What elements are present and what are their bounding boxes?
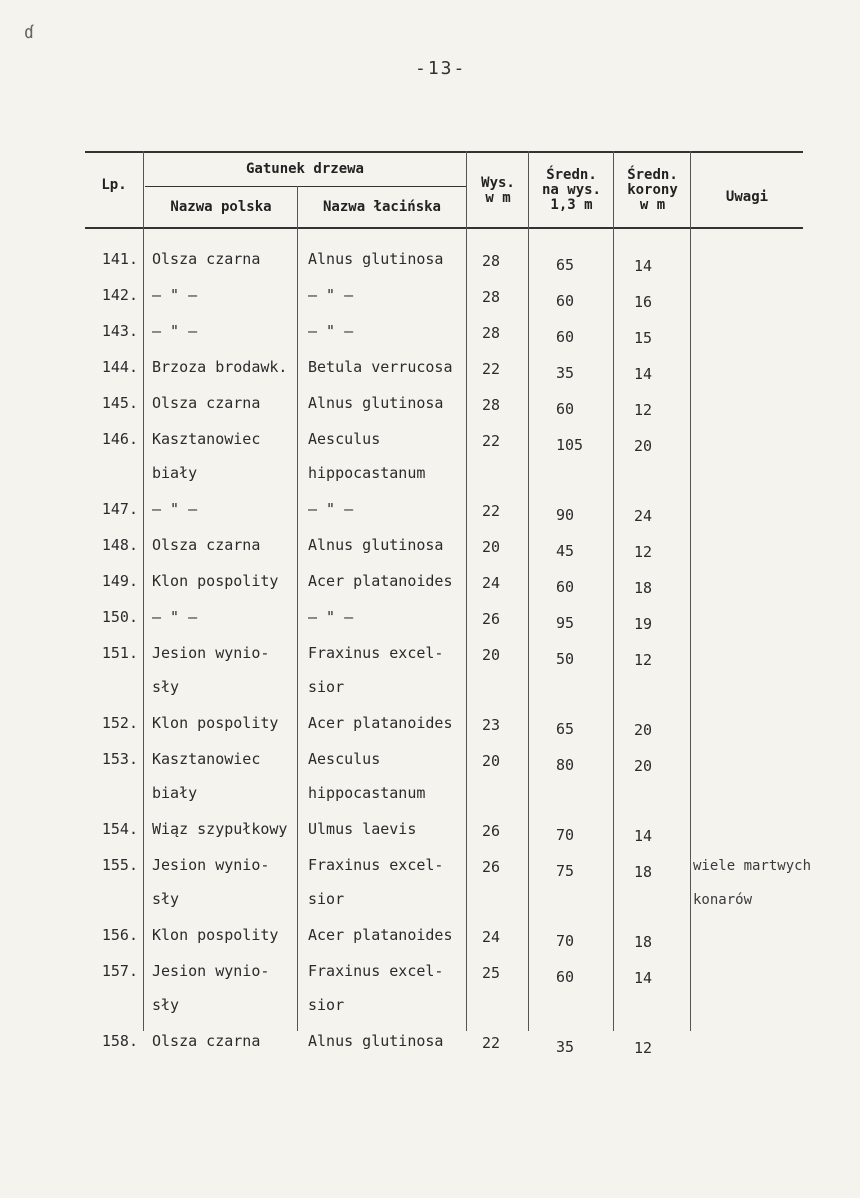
row-latin-name: Fraxinus excel-: [308, 856, 444, 874]
row-lp: 150.: [101, 608, 138, 626]
row-height: 22: [482, 360, 501, 378]
row-lp: 155.: [101, 856, 138, 874]
row-diameter: 80: [556, 756, 575, 774]
row-lp: 157.: [101, 962, 138, 980]
row-lp: 153.: [101, 750, 138, 768]
row-crown: 12: [634, 543, 653, 561]
header-crown-line: Średn.: [627, 167, 678, 183]
row-crown: 12: [634, 651, 653, 669]
page-number: -13-: [415, 58, 467, 79]
row-latin-name: Ulmus laevis: [308, 820, 417, 838]
row-polish-name: Olsza czarna: [152, 394, 261, 412]
header-bottom-rule: [85, 227, 803, 229]
row-latin-name: Acer platanoides: [308, 572, 453, 590]
header-height: [468, 176, 528, 206]
row-diameter: 75: [556, 862, 575, 880]
row-polish-name: Olsza czarna: [152, 1032, 261, 1050]
header-crown: [615, 168, 690, 213]
row-remarks: konarów: [693, 892, 753, 908]
row-height: 20: [482, 752, 501, 770]
header-diameter: [530, 168, 613, 213]
row-height: 25: [482, 964, 501, 982]
row-latin-name: Alnus glutinosa: [308, 394, 444, 412]
col-divider-crown: [690, 151, 691, 1031]
row-lp: 143.: [101, 322, 138, 340]
row-latin-name: Betula verrucosa: [308, 358, 453, 376]
col-divider-height: [528, 151, 529, 1031]
row-diameter: 65: [556, 720, 575, 738]
row-polish-name: Kasztanowiec: [152, 750, 261, 768]
row-lp: 151.: [101, 644, 138, 662]
row-crown: 14: [634, 827, 653, 845]
row-latin-name: sior: [308, 678, 345, 696]
row-height: 26: [482, 822, 501, 840]
row-latin-name: Alnus glutinosa: [308, 250, 444, 268]
header-remarks: Uwagi: [725, 189, 769, 205]
row-crown: 19: [634, 615, 653, 633]
row-height: 26: [482, 610, 501, 628]
row-crown: 20: [634, 757, 653, 775]
row-latin-name: Alnus glutinosa: [308, 536, 444, 554]
row-diameter: 70: [556, 932, 575, 950]
row-crown: 12: [634, 1039, 653, 1057]
row-height: 23: [482, 716, 501, 734]
row-latin-name: Fraxinus excel-: [308, 962, 444, 980]
group-header-rule: [145, 186, 467, 187]
row-diameter: 35: [556, 1038, 575, 1056]
header-diameter-line: na wys.: [541, 182, 601, 198]
row-polish-name: Brzoza brodawk.: [152, 358, 288, 376]
row-latin-name: Acer platanoides: [308, 714, 453, 732]
row-diameter: 60: [556, 400, 575, 418]
row-diameter: 60: [556, 328, 575, 346]
row-lp: 145.: [101, 394, 138, 412]
header-species-group: Gatunek drzewa: [245, 161, 364, 177]
row-latin-name: – " –: [308, 500, 354, 518]
row-crown: 20: [634, 721, 653, 739]
row-height: 28: [482, 252, 501, 270]
header-lp: Lp.: [101, 177, 127, 193]
row-height: 26: [482, 858, 501, 876]
row-diameter: 60: [556, 292, 575, 310]
row-polish-name: Wiąz szypułkowy: [152, 820, 288, 838]
row-polish-name: biały: [152, 784, 198, 802]
row-polish-name: – " –: [152, 608, 198, 626]
col-divider-polish: [297, 186, 298, 1031]
row-height: 20: [482, 646, 501, 664]
row-polish-name: Klon pospolity: [152, 714, 279, 732]
row-crown: 12: [634, 401, 653, 419]
row-crown: 18: [634, 933, 653, 951]
row-crown: 14: [634, 969, 653, 987]
row-latin-name: Fraxinus excel-: [308, 644, 444, 662]
row-lp: 146.: [101, 430, 138, 448]
row-polish-name: Kasztanowiec: [152, 430, 261, 448]
row-polish-name: biały: [152, 464, 198, 482]
row-diameter: 95: [556, 614, 575, 632]
row-latin-name: hippocastanum: [308, 784, 426, 802]
row-latin-name: hippocastanum: [308, 464, 426, 482]
row-height: 22: [482, 502, 501, 520]
col-divider-latin: [466, 151, 467, 1031]
row-diameter: 90: [556, 506, 575, 524]
row-latin-name: Aesculus: [308, 430, 381, 448]
row-diameter: 105: [556, 436, 584, 454]
row-polish-name: Klon pospolity: [152, 926, 279, 944]
header-height-line: w m: [485, 190, 511, 206]
row-polish-name: sły: [152, 678, 180, 696]
row-polish-name: sły: [152, 996, 180, 1014]
row-lp: 142.: [101, 286, 138, 304]
row-remarks: wiele martwych: [693, 858, 812, 874]
row-polish-name: Klon pospolity: [152, 572, 279, 590]
row-polish-name: Olsza czarna: [152, 250, 261, 268]
row-diameter: 60: [556, 578, 575, 596]
row-diameter: 65: [556, 256, 575, 274]
row-crown: 18: [634, 579, 653, 597]
row-lp: 158.: [101, 1032, 138, 1050]
row-crown: 24: [634, 507, 653, 525]
row-height: 28: [482, 288, 501, 306]
row-latin-name: – " –: [308, 286, 354, 304]
header-diameter-line: Średn.: [546, 167, 597, 183]
row-lp: 147.: [101, 500, 138, 518]
row-diameter: 60: [556, 968, 575, 986]
row-lp: 144.: [101, 358, 138, 376]
row-lp: 152.: [101, 714, 138, 732]
row-lp: 148.: [101, 536, 138, 554]
row-polish-name: – " –: [152, 500, 198, 518]
row-polish-name: – " –: [152, 286, 198, 304]
header-height-line: Wys.: [481, 175, 515, 191]
row-crown: 15: [634, 329, 653, 347]
corner-mark: ɗ: [24, 22, 35, 43]
row-height: 24: [482, 574, 501, 592]
header-diameter-line: 1,3 m: [550, 197, 593, 213]
header-crown-line: w m: [639, 197, 666, 213]
row-polish-name: Jesion wynio-: [152, 644, 270, 662]
row-lp: 141.: [101, 250, 138, 268]
row-height: 28: [482, 324, 501, 342]
row-latin-name: Alnus glutinosa: [308, 1032, 444, 1050]
row-crown: 20: [634, 437, 653, 455]
row-lp: 156.: [101, 926, 138, 944]
col-divider-lp: [143, 151, 144, 1031]
row-latin-name: Aesculus: [308, 750, 381, 768]
header-latin-name: Nazwa łacińska: [322, 199, 441, 215]
table-top-rule: [85, 151, 803, 153]
row-crown: 14: [634, 257, 653, 275]
row-height: 28: [482, 396, 501, 414]
row-polish-name: Olsza czarna: [152, 536, 261, 554]
row-latin-name: – " –: [308, 608, 354, 626]
row-polish-name: Jesion wynio-: [152, 856, 270, 874]
row-latin-name: sior: [308, 996, 345, 1014]
header-polish-name: Nazwa polska: [170, 199, 272, 215]
row-height: 20: [482, 538, 501, 556]
row-crown: 14: [634, 365, 653, 383]
row-diameter: 70: [556, 826, 575, 844]
row-polish-name: Jesion wynio-: [152, 962, 270, 980]
row-latin-name: – " –: [308, 322, 354, 340]
row-crown: 16: [634, 293, 653, 311]
row-diameter: 45: [556, 542, 575, 560]
row-height: 24: [482, 928, 501, 946]
row-latin-name: sior: [308, 890, 345, 908]
row-polish-name: sły: [152, 890, 180, 908]
row-latin-name: Acer platanoides: [308, 926, 453, 944]
row-diameter: 50: [556, 650, 575, 668]
col-divider-diameter: [613, 151, 614, 1031]
row-height: 22: [482, 1034, 501, 1052]
row-diameter: 35: [556, 364, 575, 382]
row-lp: 149.: [101, 572, 138, 590]
row-crown: 18: [634, 863, 653, 881]
row-lp: 154.: [101, 820, 138, 838]
header-crown-line: korony: [627, 182, 678, 198]
row-height: 22: [482, 432, 501, 450]
row-polish-name: – " –: [152, 322, 198, 340]
